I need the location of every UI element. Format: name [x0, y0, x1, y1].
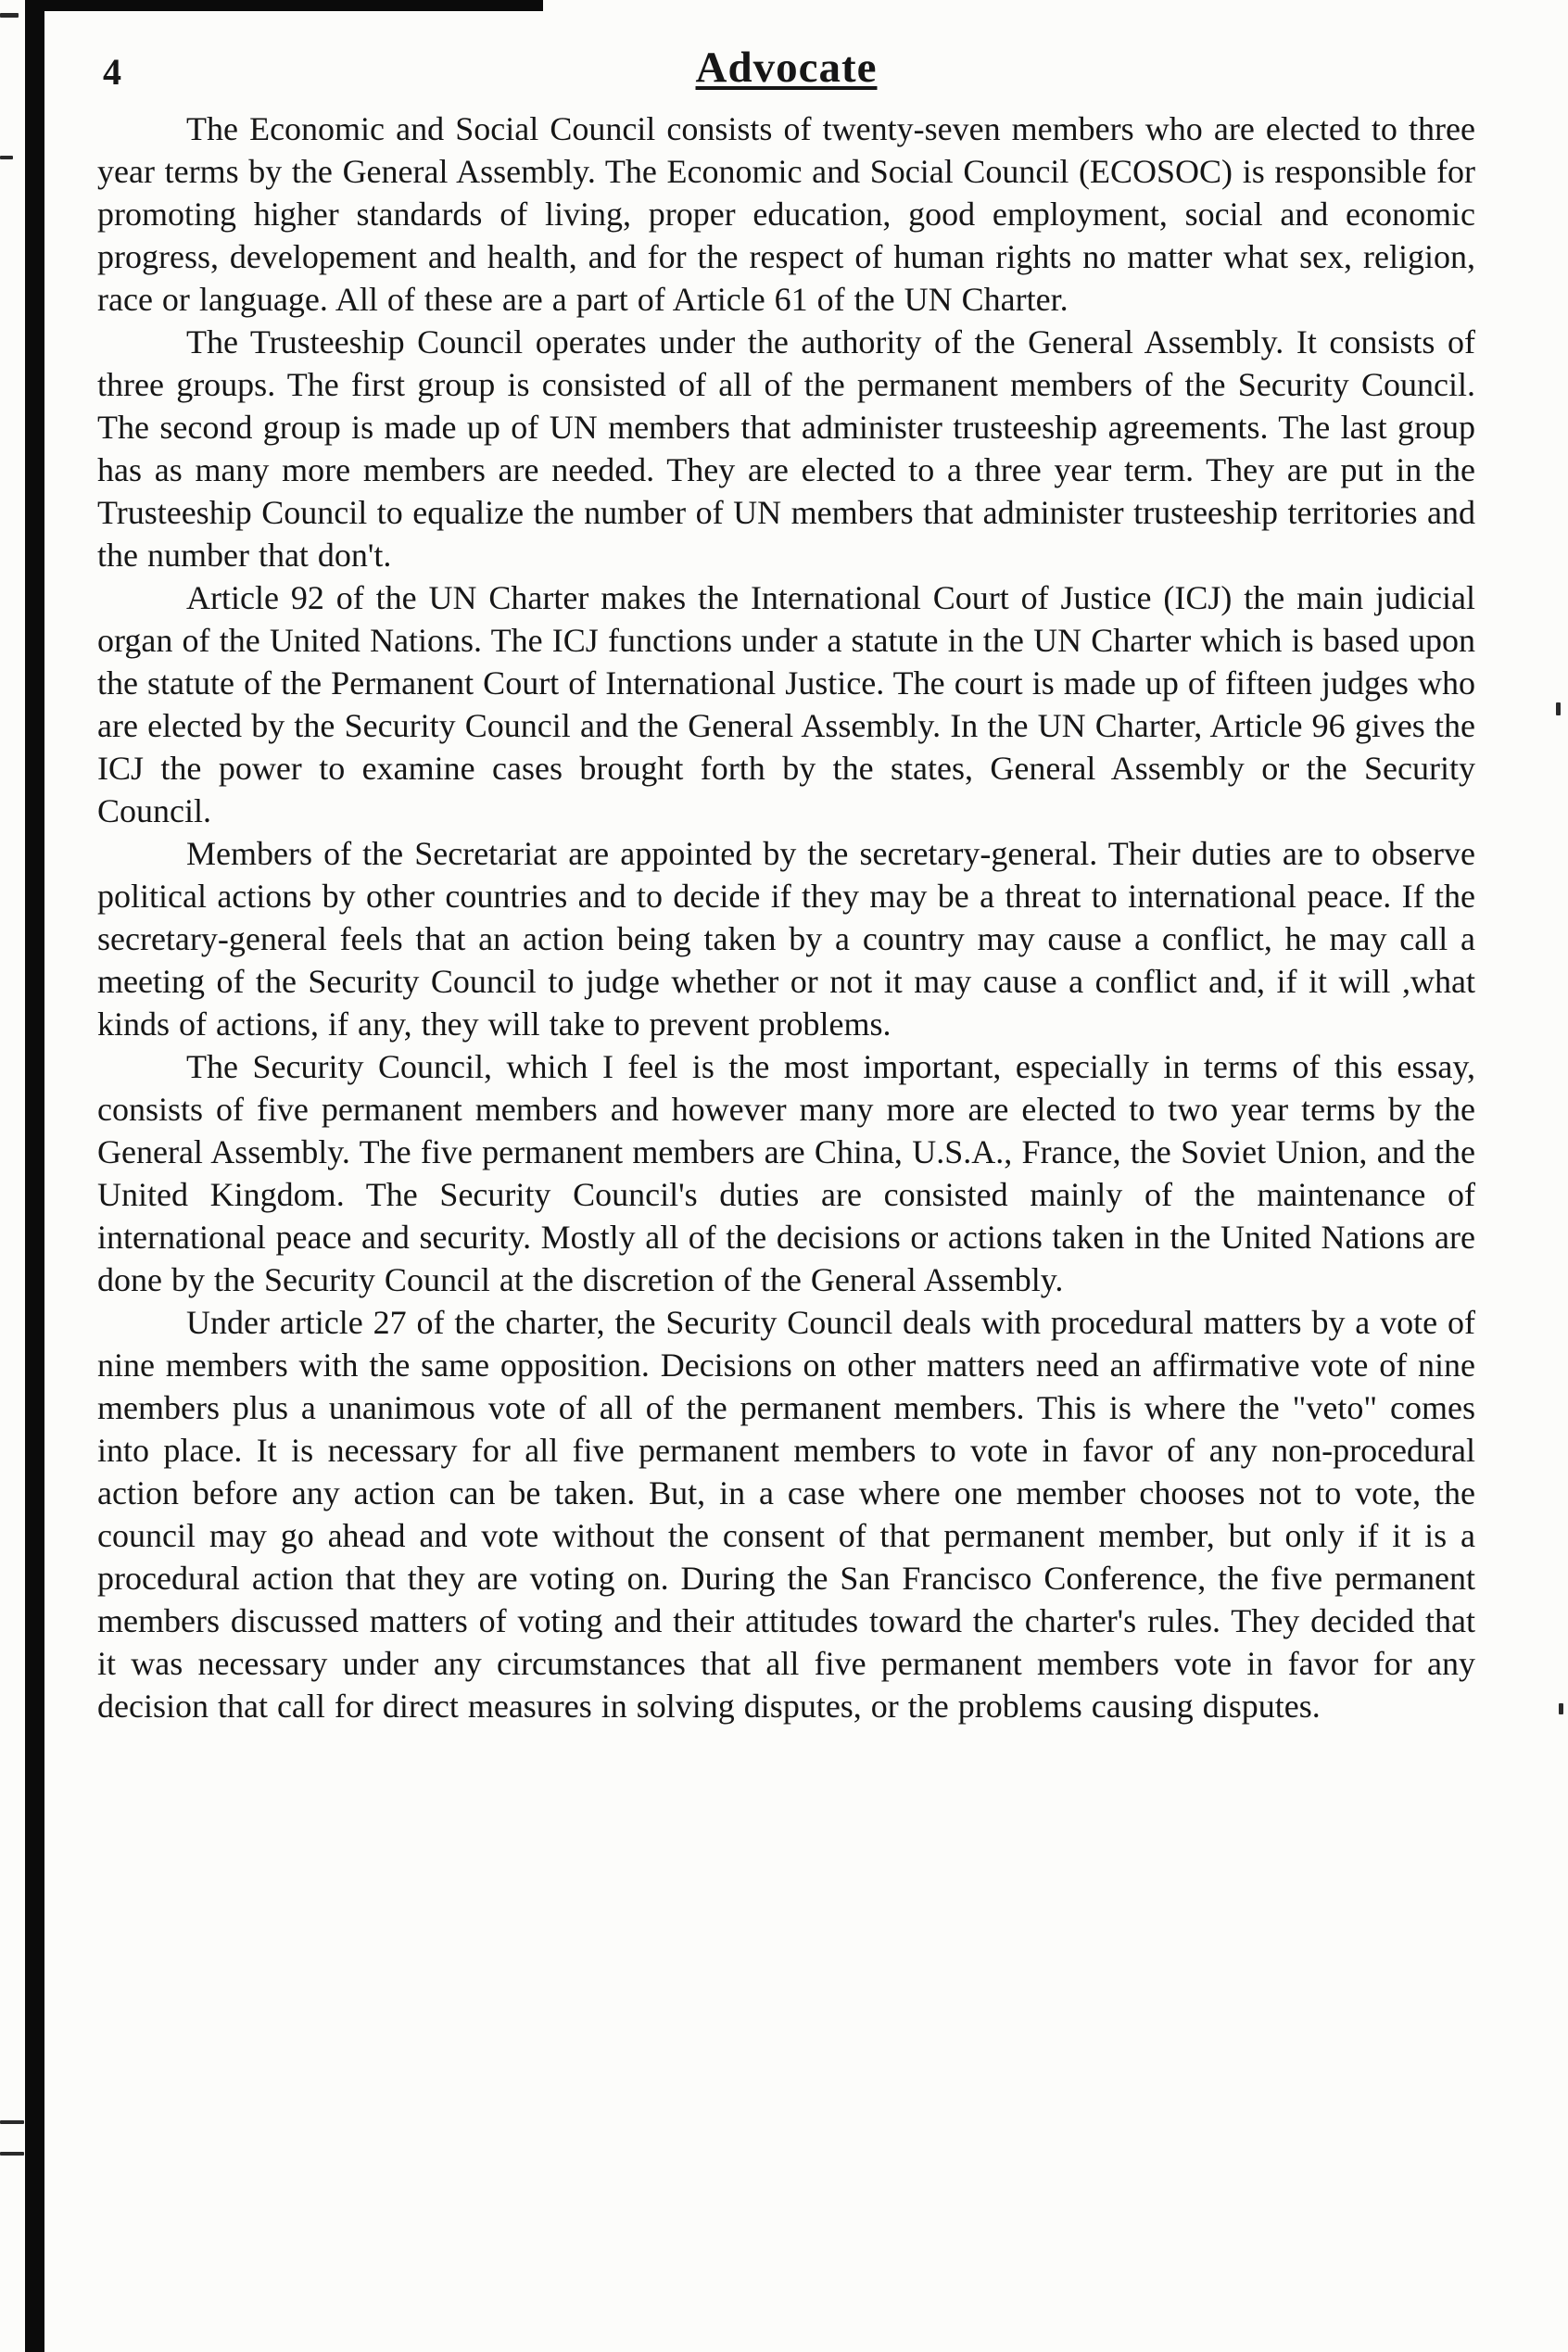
scan-artifact-dash: [0, 156, 13, 159]
scan-artifact-dash: [0, 13, 19, 18]
scan-artifact-dash: [0, 2120, 24, 2124]
page-title: Advocate: [695, 44, 878, 92]
paragraph-security-council: The Security Council, which I feel is the most important, especially in terms of this essay, consists of five permanent members and however many more are elected to two year terms by the General Assembly. The five permanent members are China, U.S.A., France, the Soviet Union, and the United Kingdom. The Security Council's duties are consisted mainly of the maintenance of international peace and security. Mostly all of the decisions or actions taken in the United Nations are done by the Security Council at the discretion of the General Assembly.: [97, 1048, 1475, 1298]
text-column: [97, 43, 1475, 1727]
scan-artifact-speck: [1559, 1703, 1563, 1714]
scan-artifact-top-strip: [28, 0, 543, 11]
paragraph-ecosoc: The Economic and Social Council consists of twenty-seven members who are elected to three year terms by the General Assembly. The Economic and Social Council (ECOSOC) is responsible for promoting higher standards of living, proper education, good employment, social and economic progress, developement and health, and for the respect of human rights no matter what sex, religion, race or language. All of these are a part of Article 61 of the UN Charter.: [97, 110, 1475, 318]
paragraph-secretariat: Members of the Secretariat are appointed by the secretary-general. Their duties are to observe political actions by other countries and to decide if they may be a threat to international peace. If the secretary-general feels that an action being taken by a country may cause a conflict, he may call a meeting of the Security Council to judge whether or not it may cause a conflict and, if it will ,what kinds of actions, if any, they will take to prevent problems.: [97, 835, 1475, 1043]
scan-artifact-dash: [0, 2152, 24, 2156]
scan-artifact-speck: [1556, 702, 1561, 715]
scan-artifact-left-bar: [25, 0, 44, 2352]
paragraph-trusteeship-council: The Trusteeship Council operates under the authority of the General Assembly. It consists of three groups. The first group is consisted of all of the permanent members of the Security Council. The second group is made up of UN members that administer trusteeship agreements. The last group has as many more members are needed. They are elected to a three year term. They are put in the Trusteeship Council to equalize the number of UN members that administer trusteeship territories and the number that don't.: [97, 323, 1475, 574]
paragraph-article-27-veto: Under article 27 of the charter, the Security Council deals with procedural matters by a vote of nine members with the same opposition. Decisions on other matters need an affirmative vote of nine members plus a unanimous vote of all of the permanent members. This is where the "veto" comes into place. It is necessary for all five permanent members to vote in favor of any non-procedural action before any action can be taken. But, in a case where one member chooses not to vote, the council may go ahead and vote without the consent of that permanent member, but only if it is a procedural action that they are voting on. During the San Francisco Conference, the five permanent members discussed matters of voting and their attitudes toward the charter's rules. They decided that it was necessary under any circumstances that all five permanent members vote in favor for any decision that call for direct measures in solving disputes, or the problems causing disputes.: [97, 1304, 1475, 1725]
page-number: 4: [103, 51, 121, 93]
paragraph-icj: Article 92 of the UN Charter makes the International Court of Justice (ICJ) the main judicial organ of the United Nations. The ICJ functions under a statute in the UN Charter which is based upon the statute of the Permanent Court of International Justice. The court is made up of fifteen judges who are elected by the Security Council and the General Assembly. In the UN Charter, Article 96 gives the ICJ the power to examine cases brought forth by the states, General Assembly or the Security Council.: [97, 579, 1475, 829]
page-header: [97, 43, 1475, 102]
